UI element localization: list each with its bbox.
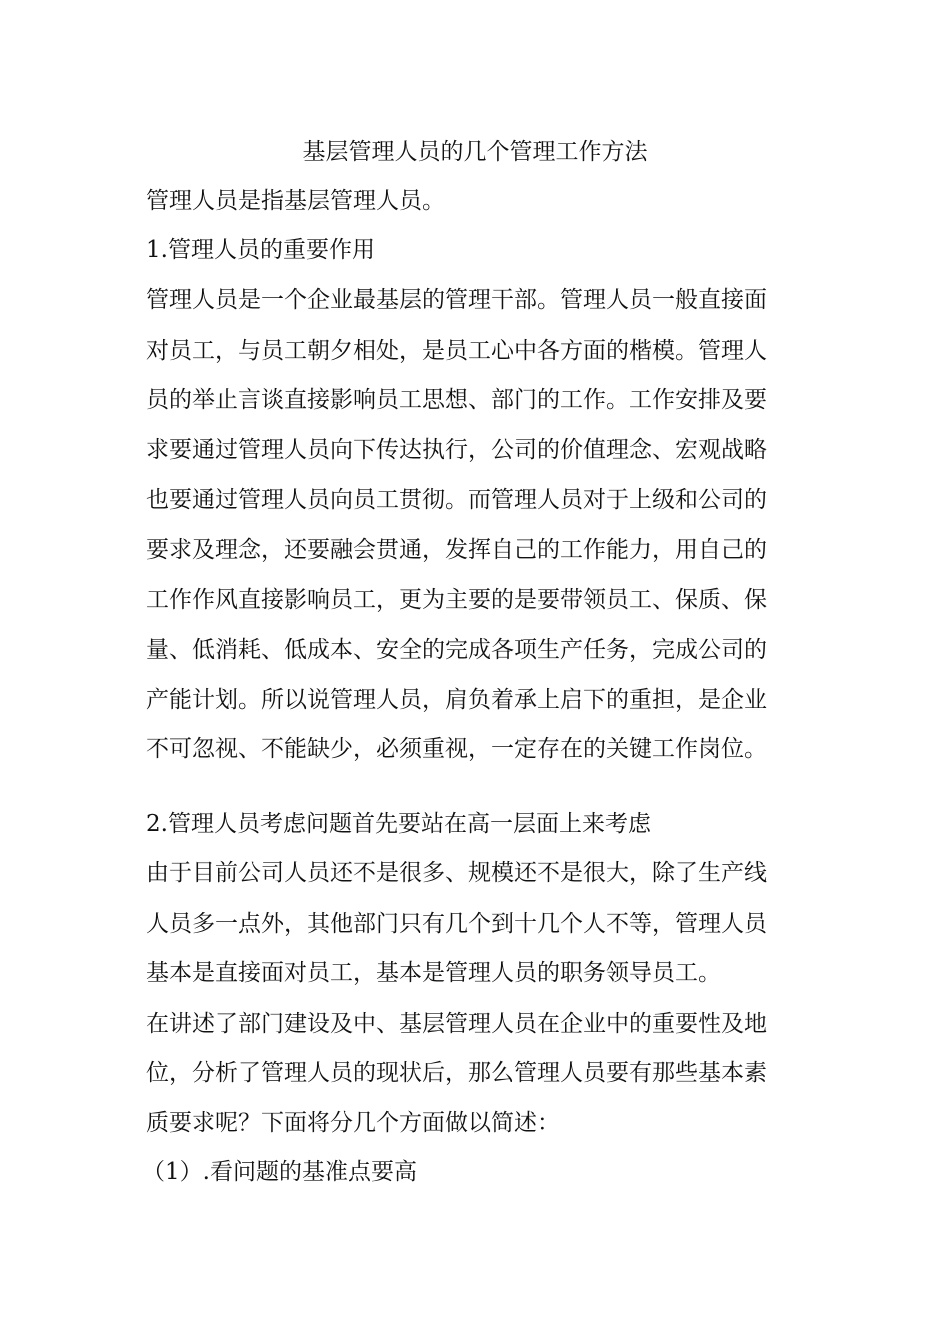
paragraph-line: 管理人员是指基层管理人员。 [146, 188, 445, 214]
paragraph-line: 产能计划。所以说管理人员，肩负着承上启下的重担，是企业 [146, 687, 767, 713]
paragraph-line: 在讲述了部门建设及中、基层管理人员在企业中的重要性及地 [146, 1011, 767, 1037]
paragraph-line: 要求及理念，还要融会贯通，发挥自己的工作能力，用自己的 [146, 537, 767, 563]
subsection-heading: （1）.看问题的基准点要高 [142, 1159, 417, 1185]
paragraph-line: 不可忽视、不能缺少，必须重视，一定存在的关键工作岗位。 [146, 736, 767, 762]
paragraph-line: 人员多一点外，其他部门只有几个到十几个人不等，管理人员 [146, 911, 767, 937]
paragraph-line: 基本是直接面对员工，基本是管理人员的职务领导员工。 [146, 960, 721, 986]
section-heading: 1.管理人员的重要作用 [146, 237, 375, 263]
paragraph-line: 位，分析了管理人员的现状后，那么管理人员要有那些基本素 [146, 1060, 767, 1086]
paragraph-line: 工作作风直接影响员工，更为主要的是要带领员工、保质、保 [146, 587, 767, 613]
paragraph-line: 也要通过管理人员向员工贯彻。而管理人员对于上级和公司的 [146, 487, 767, 513]
paragraph-line: 管理人员是一个企业最基层的管理干部。管理人员一般直接面 [146, 287, 767, 313]
paragraph-line: 求要通过管理人员向下传达执行，公司的价值理念、宏观战略 [146, 437, 767, 463]
paragraph-line: 量、低消耗、低成本、安全的完成各项生产任务，完成公司的 [146, 637, 767, 663]
paragraph-line: 由于目前公司人员还不是很多、规模还不是很大，除了生产线 [146, 860, 767, 886]
section-heading: 2.管理人员考虑问题首先要站在高一层面上来考虑 [146, 811, 651, 837]
paragraph-line: 对员工，与员工朝夕相处，是员工心中各方面的楷模。管理人 [146, 338, 767, 364]
document-title: 基层管理人员的几个管理工作方法 [302, 139, 648, 165]
paragraph-line: 质要求呢？下面将分几个方面做以简述： [146, 1110, 560, 1136]
paragraph-line: 员的举止言谈直接影响员工思想、部门的工作。工作安排及要 [146, 387, 767, 413]
